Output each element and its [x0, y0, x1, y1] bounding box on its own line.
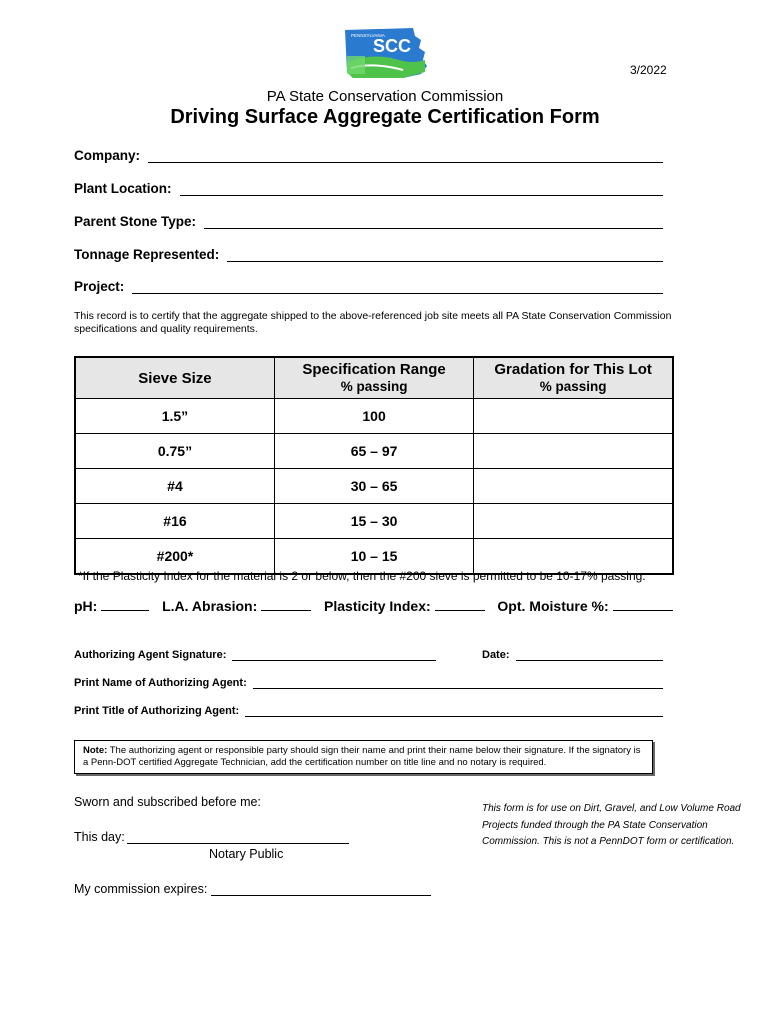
- tonnage-label: Tonnage Represented:: [74, 247, 220, 262]
- form-title: Driving Surface Aggregate Certification Form: [170, 106, 600, 128]
- table-row: [75, 504, 673, 539]
- sieve-cell: 0.75”: [75, 434, 274, 469]
- print-name-input-line[interactable]: [253, 676, 663, 689]
- gradation-cell[interactable]: [474, 434, 673, 469]
- this-day-field: [74, 830, 349, 844]
- table-row: [75, 434, 673, 469]
- logo-text: SCC: [373, 36, 412, 56]
- print-name-field: [74, 673, 663, 689]
- form-date-code: 3/2022: [630, 63, 667, 77]
- spec-range-header-sub: % passing: [340, 379, 408, 394]
- sieve-cell: #16: [75, 504, 274, 539]
- disclaimer-text: This form is for use on Dirt, Gravel, and Low Volume Road Projects funded through the PA State Conservation Commission. This is not a PennDOT form or certification.: [482, 803, 741, 847]
- sworn-text: Sworn and subscribed before me:: [74, 795, 261, 809]
- agent-signature-input-line[interactable]: [232, 648, 436, 661]
- ph-input-line[interactable]: [101, 598, 149, 611]
- plant-location-label: Plant Location:: [74, 181, 172, 196]
- spec-cell: 10 – 15: [274, 539, 473, 575]
- note-box: [74, 740, 653, 774]
- spec-range-header: [274, 357, 473, 399]
- gradation-header: [474, 357, 673, 399]
- gradation-cell[interactable]: [474, 399, 673, 434]
- properties-row: [74, 598, 674, 614]
- sieve-cell: 1.5”: [75, 399, 274, 434]
- spec-cell: 30 – 65: [274, 469, 473, 504]
- la-abrasion-input-line[interactable]: [261, 598, 311, 611]
- la-abrasion-label: L.A. Abrasion:: [162, 598, 258, 614]
- gradation-header-label: Gradation for This Lot: [494, 361, 652, 378]
- notary-public-label: Notary Public: [209, 847, 284, 861]
- print-name-label: Print Name of Authorizing Agent:: [74, 677, 247, 689]
- agent-signature-label: Authorizing Agent Signature:: [74, 649, 227, 661]
- tonnage-field: [74, 242, 663, 262]
- plasticity-note: *If the Plasticity Index for the material is 2 or below, then the #200 sieve is permitted to be 10-17% passing.: [78, 569, 646, 583]
- org-name: PA State Conservation Commission: [266, 88, 504, 105]
- company-input-line[interactable]: [148, 148, 663, 163]
- project-field: [74, 274, 663, 294]
- note-label: Note:: [83, 745, 108, 756]
- project-input-line[interactable]: [132, 279, 663, 294]
- plant-location-field: [74, 176, 663, 196]
- date-input-line[interactable]: [516, 648, 663, 661]
- spec-cell: 65 – 97: [274, 434, 473, 469]
- sieve-size-header-label: Sieve Size: [138, 369, 212, 387]
- table-row: [75, 469, 673, 504]
- spec-range-header-label: Specification Range: [302, 361, 446, 378]
- moisture-label: Opt. Moisture %:: [497, 598, 609, 614]
- sieve-size-header: [75, 357, 274, 399]
- sieve-cell: #200*: [75, 539, 274, 575]
- certification-text: This record is to certify that the aggregate shipped to the above-referenced job site meets all PA State Conservation Commission specifications and quality requirements.: [74, 310, 672, 335]
- print-title-field: [74, 701, 663, 717]
- date-field: [482, 645, 663, 661]
- logo-small-text: PENNSYLVANIA: [351, 33, 385, 38]
- parent-stone-type-input-line[interactable]: [204, 214, 663, 229]
- parent-stone-type-field: [74, 209, 663, 229]
- spec-cell: 100: [274, 399, 473, 434]
- sieve-cell: #4: [75, 469, 274, 504]
- project-label: Project:: [74, 279, 125, 294]
- print-title-label: Print Title of Authorizing Agent:: [74, 705, 240, 717]
- table-row: [75, 399, 673, 434]
- this-day-label: This day:: [74, 830, 125, 844]
- this-day-input-line[interactable]: [127, 831, 349, 844]
- parent-stone-type-label: Parent Stone Type:: [74, 214, 197, 229]
- company-label: Company:: [74, 148, 141, 163]
- gradation-cell[interactable]: [474, 469, 673, 504]
- agent-signature-field: [74, 645, 436, 661]
- commission-expires-input-line[interactable]: [211, 883, 431, 896]
- ph-label: pH:: [74, 598, 98, 614]
- scc-logo: [343, 26, 428, 82]
- plasticity-index-label: Plasticity Index:: [324, 598, 431, 614]
- gradation-header-sub: % passing: [539, 379, 607, 394]
- sieve-table: [74, 356, 674, 575]
- spec-cell: 15 – 30: [274, 504, 473, 539]
- commission-expires-label: My commission expires:: [74, 882, 208, 896]
- plasticity-index-input-line[interactable]: [435, 598, 485, 611]
- gradation-cell[interactable]: [474, 504, 673, 539]
- commission-expires-field: [74, 882, 431, 896]
- date-label: Date:: [482, 649, 510, 661]
- tonnage-input-line[interactable]: [227, 247, 663, 262]
- print-title-input-line[interactable]: [245, 704, 663, 717]
- moisture-input-line[interactable]: [613, 598, 673, 611]
- note-text: The authorizing agent or responsible party should sign their name and print their name below their signature. If the signatory is a Penn-DOT certified Aggregate Technician, add the certification number on title line and no notary is required.: [83, 745, 641, 768]
- company-field: [74, 143, 663, 163]
- plant-location-input-line[interactable]: [180, 181, 664, 196]
